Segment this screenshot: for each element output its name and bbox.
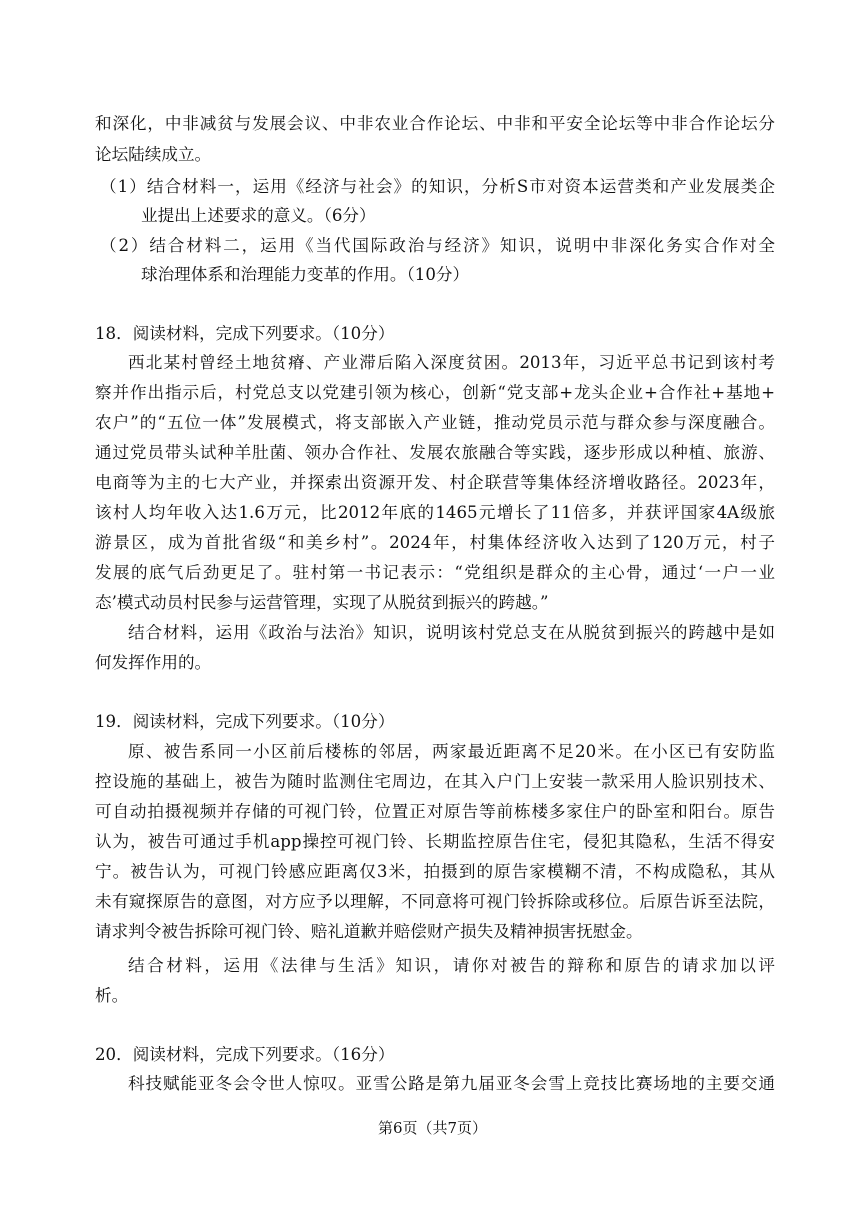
text-line: 控设施的基础上，被告为随时监测住宅周边，在其入户门上安装一款采用人脸识别技术、: [95, 772, 775, 791]
text-line: 电商等为主的七大产业，并探索出资源开发、村企联营等集体经济增收路径。2023年，: [95, 473, 775, 492]
question-17-1: （1）结合材料一，运用《经济与社会》的知识，分析S市对资本运营类和产业发展类企: [100, 177, 775, 196]
text-line: 游景区，成为首批省级“和美乡村”。2024年，村集体经济收入达到了120万元，村子: [95, 533, 775, 552]
text-line: 可自动拍摄视频并存储的可视门铃，位置正对原告等前栋楼多家住户的卧室和阳台。原告: [95, 802, 775, 821]
question-20-heading: 20．阅读材料，完成下列要求。（16分）: [95, 1045, 395, 1064]
text-line: 宁。被告认为，可视门铃感应距离仅3米，拍摄到的原告家模糊不清，不构成隐私，其从: [95, 862, 775, 881]
question-19-prompt-cont: 析。: [95, 986, 129, 1005]
text-line: 该村人均年收入达1.6万元，比2012年底的1465元增长了11倍多，并获评国家4A级旅: [95, 503, 775, 522]
question-18-heading: 18．阅读材料，完成下列要求。（10分）: [95, 324, 395, 343]
text-line: 未有窥探原告的意图，对方应予以理解，不同意将可视门铃拆除或移位。后原告诉至法院，: [95, 892, 775, 911]
page-number: 第6页（共7页）: [377, 1119, 488, 1137]
text-line: 态’模式动员村民参与运营管理，实现了从脱贫到振兴的跨越。”: [95, 593, 549, 612]
text-line: 原、被告系同一小区前后楼栋的邻居，两家最近距离不足20米。在小区已有安防监: [128, 742, 775, 761]
text-line: 西北某村曾经土地贫瘠、产业滞后陷入深度贫困。2013年，习近平总书记到该村考: [128, 353, 775, 372]
text-line: 科技赋能亚冬会令世人惊叹。亚雪公路是第九届亚冬会雪上竞技比赛场地的主要交通: [128, 1074, 775, 1093]
text-line: 农户”的“五位一体”发展模式，将支部嵌入产业链，推动党员示范与群众参与深度融合。: [95, 413, 775, 432]
text-line: 发展的底气后劲更足了。驻村第一书记表示：“党组织是群众的主心骨，通过‘一户一业: [95, 563, 775, 582]
text-line: 察并作出指示后，村党总支以党建引领为核心，创新“党支部+龙头企业+合作社+基地+: [95, 383, 775, 402]
text-line: 通过党员带头试种羊肚菌、领办合作社、发展农旅融合等实践，逐步形成以种植、旅游、: [95, 443, 775, 462]
question-17-1-cont: 业提出上述要求的意义。（6分）: [141, 206, 376, 225]
question-19-heading: 19．阅读材料，完成下列要求。（10分）: [95, 712, 395, 731]
text-line: 论坛陆续成立。: [95, 145, 212, 164]
question-17-2-cont: 球治理体系和治理能力变革的作用。（10分）: [141, 265, 470, 284]
question-18-prompt: 结合材料，运用《政治与法治》知识，说明该村党总支在从脱贫到振兴的跨越中是如: [128, 623, 775, 642]
text-line: 请求判令被告拆除可视门铃、赔礼道歉并赔偿财产损失及精神损害抚慰金。: [95, 922, 643, 941]
text-line: 和深化，中非减贫与发展会议、中非农业合作论坛、中非和平安全论坛等中非合作论坛分: [95, 114, 775, 133]
question-17-2: （2）结合材料二，运用《当代国际政治与经济》知识，说明中非深化务实合作对全: [100, 236, 775, 255]
question-19-prompt: 结合材料，运用《法律与生活》知识，请你对被告的辩称和原告的请求加以评: [128, 956, 775, 975]
question-18-prompt-cont: 何发挥作用的。: [95, 653, 212, 672]
text-line: 认为，被告可通过手机app操控可视门铃、长期监控原告住宅，侵犯其隐私，生活不得安: [95, 832, 775, 851]
